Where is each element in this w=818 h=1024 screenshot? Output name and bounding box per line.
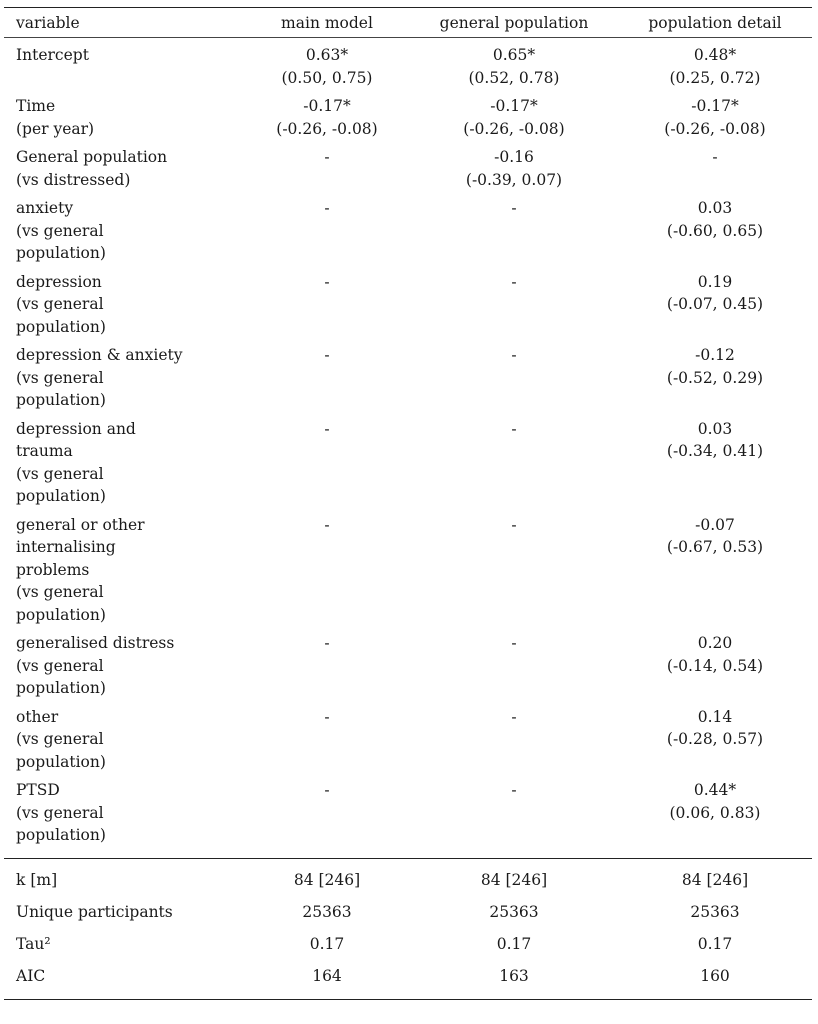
row-label-line: population) [16,317,106,336]
population-detail-stat: 84 [246] [681,871,749,890]
main-model-cell-line: - [324,515,330,534]
population-detail-cell-line: (-0.52, 0.29) [666,368,764,387]
main-model-stat: 84 [246] [293,871,361,890]
population-detail-cell [618,632,812,700]
main-model-cell [244,418,410,508]
general-population-cell [410,632,618,700]
row-label-line: (vs general [16,803,104,822]
population-detail-cell [618,418,812,508]
row-label-line: Time [16,97,56,115]
population-detail-cell-line: -0.07 [695,515,735,534]
header-main-model: main model [281,13,373,32]
general-population-cell [410,344,618,412]
row-label-line: trauma [16,442,73,460]
general-population-cell [410,197,618,265]
general-population-cell-line: - [511,707,517,726]
population-detail-cell [618,514,812,627]
stat-row [4,961,812,993]
table-row [4,773,812,847]
general-population-cell-line: - [511,199,517,217]
header-variable: variable [16,13,80,32]
main-model-cell [244,779,410,847]
table-row [4,626,812,700]
population-detail-cell-line: (0.06, 0.83) [669,803,761,822]
population-detail-cell-line: (-0.14, 0.54) [666,656,764,675]
population-detail-cell-line: -0.12 [695,346,735,364]
population-detail-cell-line: 0.03 [697,419,733,438]
general-population-cell [410,514,618,627]
row-label-line: (vs general [16,464,104,483]
row-label [4,344,244,412]
population-detail-stat: 0.17 [697,935,733,954]
main-model-cell-line: - [324,346,330,364]
row-label-line: population) [16,487,106,505]
row-label-line: depression and [16,419,136,438]
row-label-line: population) [16,244,106,262]
row-label-line: (per year) [16,119,95,138]
row-label-line: (vs general [16,583,104,601]
header-population-detail: population detail [648,13,782,32]
row-label [4,271,244,339]
general-population-cell-line: - [511,272,517,291]
main-model-cell-line: - [324,707,330,726]
table-row [4,265,812,339]
general-population-cell [410,271,618,339]
general-population-cell [410,44,618,89]
main-model-cell [244,95,410,140]
row-label-line: (vs general [16,656,104,675]
header-general-population: general population [439,13,589,32]
main-model-stat: 25363 [302,903,352,922]
general-population-cell [410,418,618,508]
population-detail-cell-line: (-0.67, 0.53) [666,538,764,556]
row-label-line: problems [16,560,90,579]
table-row [4,140,812,191]
general-population-cell-line: 0.65* [492,46,536,64]
main-model-cell [244,44,410,89]
population-detail-cell-line: 0.14 [697,707,733,726]
general-population-cell-line: - [511,781,517,799]
population-detail-cell-line: - [712,148,718,166]
table-row [4,338,812,412]
general-population-stat: 163 [499,967,529,986]
main-model-cell-line: - [324,634,330,652]
main-model-cell-line: (0.50, 0.75) [281,68,373,87]
table-row [4,191,812,265]
general-population-stat: 84 [246] [480,871,548,890]
row-label-line: Intercept [16,46,89,64]
population-detail-stat: 25363 [690,903,740,922]
main-model-stat: 0.17 [309,935,345,954]
general-population-stat: 25363 [489,903,539,922]
row-label-line: general or other [16,515,145,534]
main-model-cell [244,271,410,339]
row-label [4,514,244,627]
row-label-line: General population [16,148,168,166]
row-label-line: anxiety [16,199,74,217]
row-label [4,146,244,191]
general-population-cell-line: -0.17* [490,97,538,115]
row-label-line: PTSD [16,781,60,799]
table-row [4,412,812,508]
general-population-cell-line: -0.16 [494,148,534,166]
main-model-cell-line: - [324,419,330,438]
main-model-stat: 164 [312,967,342,986]
main-model-cell [244,706,410,774]
table-body [4,38,812,847]
general-population-cell [410,95,618,140]
row-label-line: (vs general [16,730,104,748]
row-label [4,632,244,700]
main-model-cell-line: -0.17* [303,97,351,115]
stat-label: k [m] [16,871,58,890]
general-population-cell-line: (-0.39, 0.07) [465,170,563,189]
general-population-cell-line: (-0.26, -0.08) [463,119,565,138]
table-row [4,89,812,140]
table-header [4,8,812,38]
row-label-line: (vs general [16,368,104,387]
population-detail-cell [618,779,812,847]
population-detail-cell-line: (0.25, 0.72) [669,68,761,87]
table-row [4,508,812,627]
main-model-cell [244,514,410,627]
population-detail-cell [618,44,812,89]
population-detail-cell-line: 0.03 [697,199,733,217]
general-population-cell-line: - [511,515,517,534]
row-label-line: depression [16,272,102,291]
main-model-cell [244,344,410,412]
row-label [4,197,244,265]
stat-row [4,897,812,929]
population-detail-cell-line: (-0.07, 0.45) [666,295,764,313]
row-label-line: population) [16,826,106,844]
population-detail-cell-line: (-0.34, 0.41) [666,442,764,460]
row-label [4,95,244,140]
row-label-line: population) [16,605,106,624]
row-label-line: generalised distress [16,634,175,652]
regression-table [4,7,812,1000]
population-detail-cell [618,706,812,774]
population-detail-cell [618,197,812,265]
row-label-line: population) [16,391,106,409]
general-population-cell-line: (0.52, 0.78) [468,68,560,87]
main-model-cell-line: - [324,148,330,166]
general-population-cell-line: - [511,346,517,364]
table-row [4,700,812,774]
population-detail-cell [618,146,812,191]
row-label-line: other [16,707,59,726]
population-detail-cell [618,344,812,412]
population-detail-cell [618,271,812,339]
row-label-line: (vs general [16,221,104,240]
population-detail-cell-line: (-0.60, 0.65) [666,221,764,240]
table-row [4,38,812,89]
population-detail-cell-line: 0.20 [697,634,733,652]
main-model-cell [244,197,410,265]
general-population-cell-line: - [511,634,517,652]
main-model-cell-line: 0.63* [305,46,349,64]
model-stats [4,858,812,999]
general-population-cell [410,146,618,191]
stat-label: AIC [16,967,46,986]
main-model-cell-line: - [324,272,330,291]
general-population-stat: 0.17 [496,935,532,954]
stat-label: Unique participants [16,903,173,922]
row-label [4,706,244,774]
row-label-line: internalising [16,538,116,556]
stat-row [4,865,812,897]
main-model-cell-line: (-0.26, -0.08) [276,119,378,138]
general-population-cell [410,706,618,774]
row-label [4,418,244,508]
population-detail-cell [618,95,812,140]
general-population-cell-line: - [511,419,517,438]
stat-row [4,929,812,961]
population-detail-cell-line: 0.44* [693,781,737,799]
row-label [4,779,244,847]
main-model-cell-line: - [324,781,330,799]
row-label-line: population) [16,679,106,697]
main-model-cell [244,146,410,191]
row-label-line: population) [16,752,106,771]
row-label [4,44,244,89]
population-detail-cell-line: 0.19 [697,272,733,291]
general-population-cell [410,779,618,847]
stat-label: Tau² [16,935,51,954]
main-model-cell [244,632,410,700]
population-detail-cell-line: (-0.26, -0.08) [664,119,766,138]
row-label-line: depression & anxiety [16,346,183,364]
population-detail-cell-line: -0.17* [691,97,739,115]
main-model-cell-line: - [324,199,330,217]
population-detail-cell-line: (-0.28, 0.57) [666,730,764,748]
population-detail-cell-line: 0.48* [693,46,737,64]
row-label-line: (vs distressed) [16,170,131,189]
population-detail-stat: 160 [700,967,730,986]
row-label-line: (vs general [16,295,104,313]
